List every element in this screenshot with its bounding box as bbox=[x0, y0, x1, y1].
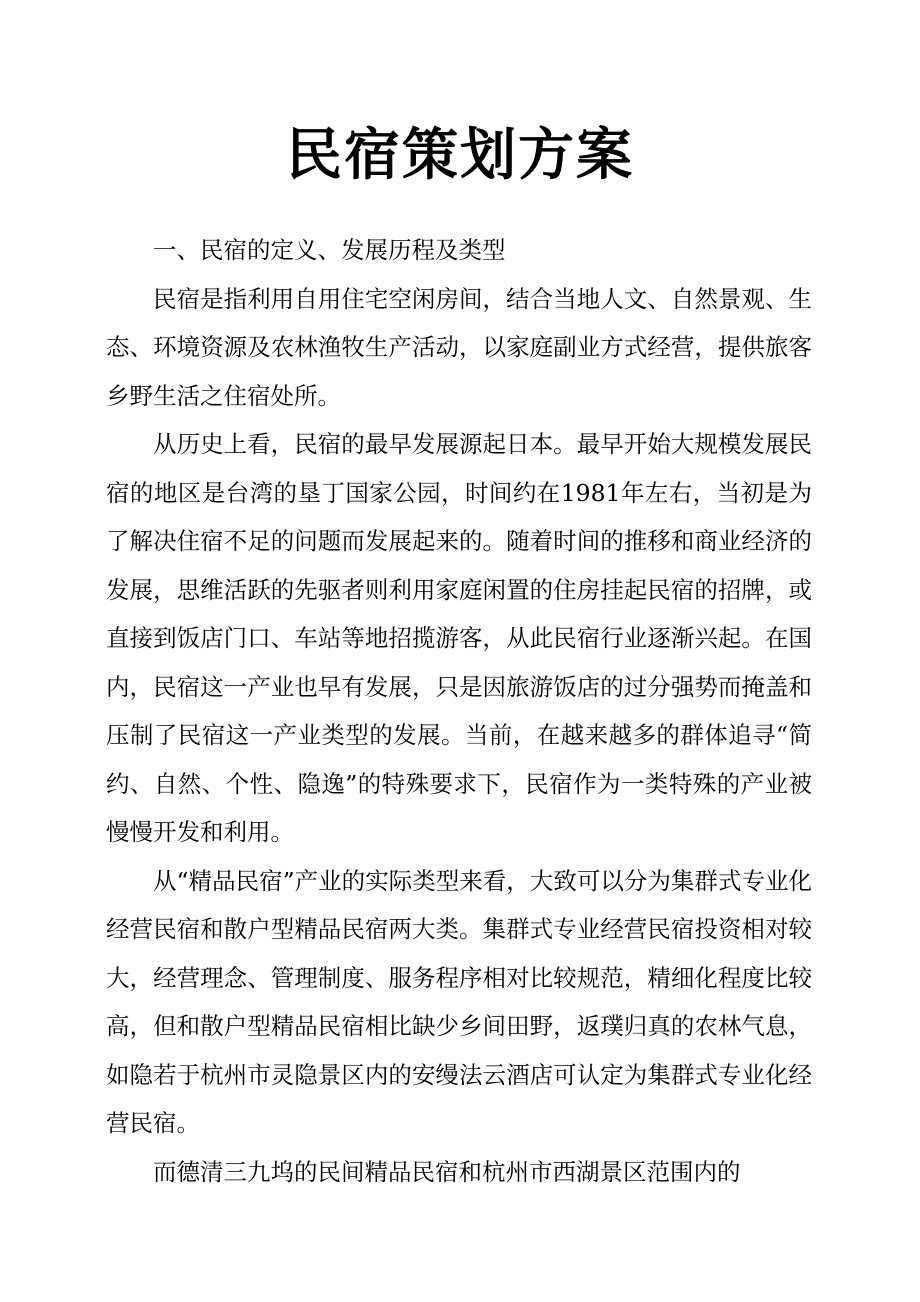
section-heading: 一、民宿的定义、发展历程及类型 bbox=[153, 236, 506, 264]
paragraph-definition: 民宿是指利用自用住宅空闲房间，结合当地人文、自然景观、生态、环境资源及农林渔牧生产活动，以家庭副业方式经营，提供旅客乡野生活之住宿处所。 bbox=[106, 284, 812, 410]
document-body bbox=[106, 226, 812, 1196]
paragraph-types: 从“精品民宿”产业的实际类型来看，大致可以分为集群式专业化经营民宿和散户型精品民宿两大类。集群式专业经营民宿投资相对较大，经营理念、管理制度、服务程序相对比较规范，精细化程度比较高，但和散户型精品民宿相比缺少乡间田野，返璞归真的农林气息，如隐若于杭州市灵隐景区内的安缦法云酒店可认定为集群式专业化经营民宿。 bbox=[106, 866, 812, 1137]
paragraph-history: 从历史上看，民宿的最早发展源起日本。最早开始大规模发展民宿的地区是台湾的垦丁国家公园，时间约在1981年左右，当初是为了解决住宿不足的问题而发展起来的。随着时间的推移和商业经济的发展，思维活跃的先驱者则利用家庭闲置的住房挂起民宿的招牌，或直接到饭店门口、车站等地招揽游客，从此民宿行业逐渐兴起。在国内，民宿这一产业也早有发展，只是因旅游饭店的过分强势而掩盖和压制了民宿这一产业类型的发展。当前，在越来越多的群体追寻“简约、自然、个性、隐逸”的特殊要求下，民宿作为一类特殊的产业被慢慢开发和利用。 bbox=[106, 430, 812, 846]
paragraph-continued: 而德清三九坞的民间精品民宿和杭州市西湖景区范围内的 bbox=[153, 1157, 741, 1186]
document-title: 民宿策划方案 bbox=[286, 123, 634, 188]
